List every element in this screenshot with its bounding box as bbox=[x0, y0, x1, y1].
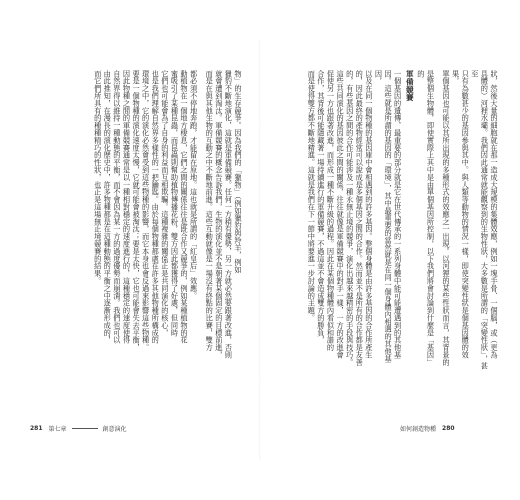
page-number: 281 bbox=[30, 425, 43, 432]
body-column: 的，因此最終的產物經常可以說成是多個基因之間的合作。然而並不是所有的合作都是友善 bbox=[355, 70, 365, 366]
body-column: 要是一個物種的演化速度太慢，它就可能會被淘汰；要是太快，它也可能會失去平衡， bbox=[132, 70, 142, 352]
body-column: 合作，其背後可能隱藏著一場持續進行的軍備競賽，不過這並不會造成雙方的勝負， bbox=[316, 70, 326, 344]
body-column: 也是我們理解自然界多樣性的一把鑰匙。由於每個物種都處在許多其他物種所構成的 bbox=[151, 70, 161, 344]
body-column: 具體的）河狸水壩。我們因此通常就能觀察到的生物性狀，大多數是所謂的「突變性狀」，甚至 bbox=[470, 70, 490, 370]
body-column: 促使另一方也跟著改進，而形成一種不斷升級的過程。因此在某個物種體內看似和諧的 bbox=[326, 70, 336, 352]
body-column: 物」的生存競爭。因為我們的「獵物」（例如獵豹與羚羊，例如 bbox=[234, 70, 243, 274]
running-head: 如何創造物種 bbox=[400, 426, 437, 433]
right-page-footer bbox=[400, 424, 461, 433]
body-column: 一個基因的遺傳，最重要的部分就是它在世代傳承的一系列身體中能可能遭遇到的其他基 bbox=[393, 70, 403, 359]
body-column: 是整個生物體，即使實際上其中是由單個基因所控制，以下我們將會討論到什麼是「基因」的 bbox=[416, 70, 436, 366]
body-column: 蜜吸引了某種昆蟲，而昆蟲則幫助植物傳播花粉，雙方因此都獲得了好處，但同時 bbox=[170, 70, 180, 337]
body-column: 環境之中，它的演化必然會受到這些物種的影響，而它本身也會反過來影響這些物種。 bbox=[141, 70, 151, 352]
body-column: 獵豹不斷地演化，這就是軍備競賽。任何一方稍有優勢，另一方就必然要跟著改進，否則 bbox=[224, 70, 234, 359]
body-column: 自然界得以維持一種動態的平衡，而不會因為某一方的過度優勢而崩潰。我們也可以 bbox=[112, 70, 122, 344]
body-column: 的，有些基因之間的合作可能涉及一種永無止境的競爭，演化出越來越精密的手段與技巧。 bbox=[345, 70, 355, 366]
right-page bbox=[277, 70, 499, 370]
body-column: 它們也可能會為了自身的利益而互相欺騙。這種複雜的關係正是共同演化的核心， bbox=[160, 70, 170, 337]
footer-rule bbox=[72, 428, 98, 429]
body-column: 因此物種之間的軍備競賽通常是以一種相對穩定的速度進行的，這種穩定的速度使得 bbox=[122, 70, 132, 344]
body-column: 動植物在一個地方棲息，它們之間的關係往往是既合作又競爭的，例如某種植物的花 bbox=[180, 70, 190, 344]
body-column: 都必須不停地奔跑，才能留在原地。這也就是所謂的「紅皇后」效應。 bbox=[189, 70, 199, 300]
body-column: 單個基因也可能以其所出現的多種形式的效應之一出現。以河狸的某些性狀而言，其背景的 bbox=[442, 70, 452, 366]
body-column: 而是在與其他生物的互動之中不斷地前進。這些互動就像是一場沒有終點的比賽，雙方 bbox=[205, 70, 215, 352]
running-head: 創意演化 bbox=[102, 426, 127, 433]
left-page-footer bbox=[24, 424, 127, 433]
body-column: 就會遭到淘汰。軍備競賽的概念告訴我們，生物的演化並不是朝著某個固定的目標前進， bbox=[214, 70, 224, 359]
body-column: 以及在同一個物種的基因庫中會相遇到的許多基因。整個身體是由許多基因的合作所產生 bbox=[364, 70, 374, 359]
page-number: 280 bbox=[442, 425, 455, 432]
body-column: 由此推知，在漫長的演化歷史中，許多物種都是在這種動態的平衡之中逐漸形成的， bbox=[103, 70, 113, 344]
body-column: 而它們所具有的種種精巧的性狀，也正是這場無止境競賽的結果。 bbox=[93, 70, 103, 285]
body-column: 而是使得雙方都不斷地精進。這就是我們在下一節中將要進一步討論的主題。 bbox=[307, 70, 317, 322]
body-column: 因。這些就是所謂的基因的「環境」，其中最重要的當然就是在同一個身體內相遇的其他基因， bbox=[374, 70, 394, 363]
body-column: 這些共同演化的基因彼此之間的關係，往往就像是軍備競賽中的對手一樣，一方的改進會 bbox=[336, 70, 346, 359]
left-page bbox=[21, 70, 243, 370]
body-column: 只有為數甚少的基因參與其中。與人類等動物的情況一樣，即使突變性狀是個基因體的效果， bbox=[451, 70, 471, 359]
book-gutter bbox=[259, 40, 261, 460]
section-heading: 軍備競賽 bbox=[405, 70, 415, 102]
body-column: 狀，然後大量的細胞就在那一造成大規模的集體效應，例如一塊手骨、一個腦，或（更為 bbox=[490, 70, 499, 359]
chapter-label: 第七章 bbox=[48, 426, 67, 433]
